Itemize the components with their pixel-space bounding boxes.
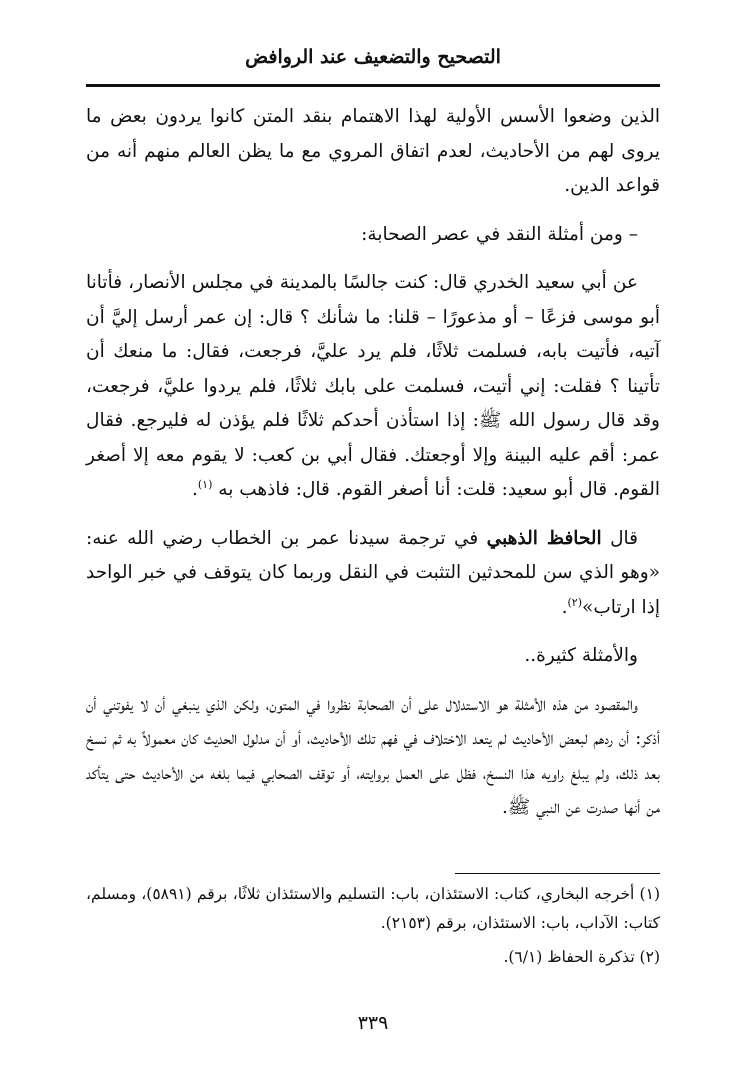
- hadith-end-period: .: [191, 479, 198, 500]
- footnote-1: (١) أخرجه البخاري، كتاب: الاستئذان، باب: التسليم والاستئذان ثلاثًا، برقم (٥٨٩١)، ومسلم، كتاب: الآداب، باب: الاستئذان، برقم (٢١٥٣).: [86, 885, 660, 932]
- scholar-name: الحافظ الذهبي: [486, 527, 602, 549]
- paragraph-2-examples-heading: – ومن أمثلة النقد في عصر الصحابة:: [361, 223, 638, 245]
- footnote-ref-1[interactable]: (١): [197, 477, 213, 491]
- paragraph-3-hadith: [86, 266, 660, 508]
- footnote-2: (٢) تذكرة الحفاظ (٦/١).: [503, 948, 660, 966]
- footnotes: [86, 880, 660, 972]
- paragraph-5: والأمثلة كثيرة..: [524, 645, 638, 666]
- paragraph-6-conclusion: والمقصود من هذه الأمثلة هو الاستدلال على أن الصحابة نظروا في المتون، ولكن الذي ينبغي أن لا يفوتني أن أذكر: أن ردهم لبعض الأحاديث لم يتعد الاختلاف في فهم تلك الأحاديث، أو أن مدلول الحديث كان معمولاً به ثم نسخ بعد ذلك، ولم يبلغ راويه هذا النسخ، فظل على العمل بروايته، أو توقف الصحابي فيما بلغه من الأحاديث حتى يتأكد من أنها صدرت عن النبي ﷺ.: [86, 693, 660, 818]
- dhahabi-quote: في ترجمة سيدنا عمر بن الخطاب رضي الله عنه: «وهو الذي سن للمحدثين التثبت في النقل وربما كان يتوقف في خبر الواحد إذا ارتاب»: [86, 527, 660, 618]
- page-number: ٣٣٩: [357, 1012, 389, 1034]
- footnote-separator: [455, 873, 660, 874]
- header-rule: [86, 84, 660, 87]
- paragraph-1: الذين وضعوا الأسس الأولية لهذا الاهتمام بنقد المتن كانوا يردون بعض ما يروى لهم من الأحاديث، لعدم اتفاق المروي مع ما يظن العالم منهم أنه من قواعد الدين.: [86, 106, 660, 196]
- hadith-text: عن أبي سعيد الخدري قال: كنت جالسًا بالمدينة في مجلس الأنصار، فأتانا أبو موسى فزعًا – أو مذعورًا – قلنا: ما شأنك ؟ قال: إن عمر أرسل إليَّ أن آتيه، فأتيت بابه، فسلمت ثلاثًا، فلم يرد عليَّ، فرجعت، فقال: ما منعك أن تأتينا ؟ فقلت: إني أتيت، فسلمت على بابك ثلاثًا، فلم يردوا عليَّ، فرجعت، وقد قال رسول الله ﷺ: إذا استأذن أحدكم ثلاثًا فلم يؤذن له فليرجع. فقال عمر: أقم عليه البينة وإلا أوجعتك. فقال أبي بن كعب: لا يقوم معه إلا أصغر القوم. قال أبو سعيد: قلت: أنا أصغر القوم. قال: فاذهب به: [86, 272, 660, 500]
- running-header-title: التصحيح والتضعيف عند الروافض: [245, 46, 501, 68]
- footnote-ref-2[interactable]: (٢): [567, 595, 582, 609]
- paragraph-4-dhahabi: [86, 522, 660, 626]
- quote-intro: قال: [610, 527, 638, 549]
- quote-end-period: .: [561, 596, 568, 618]
- main-text: [86, 100, 660, 826]
